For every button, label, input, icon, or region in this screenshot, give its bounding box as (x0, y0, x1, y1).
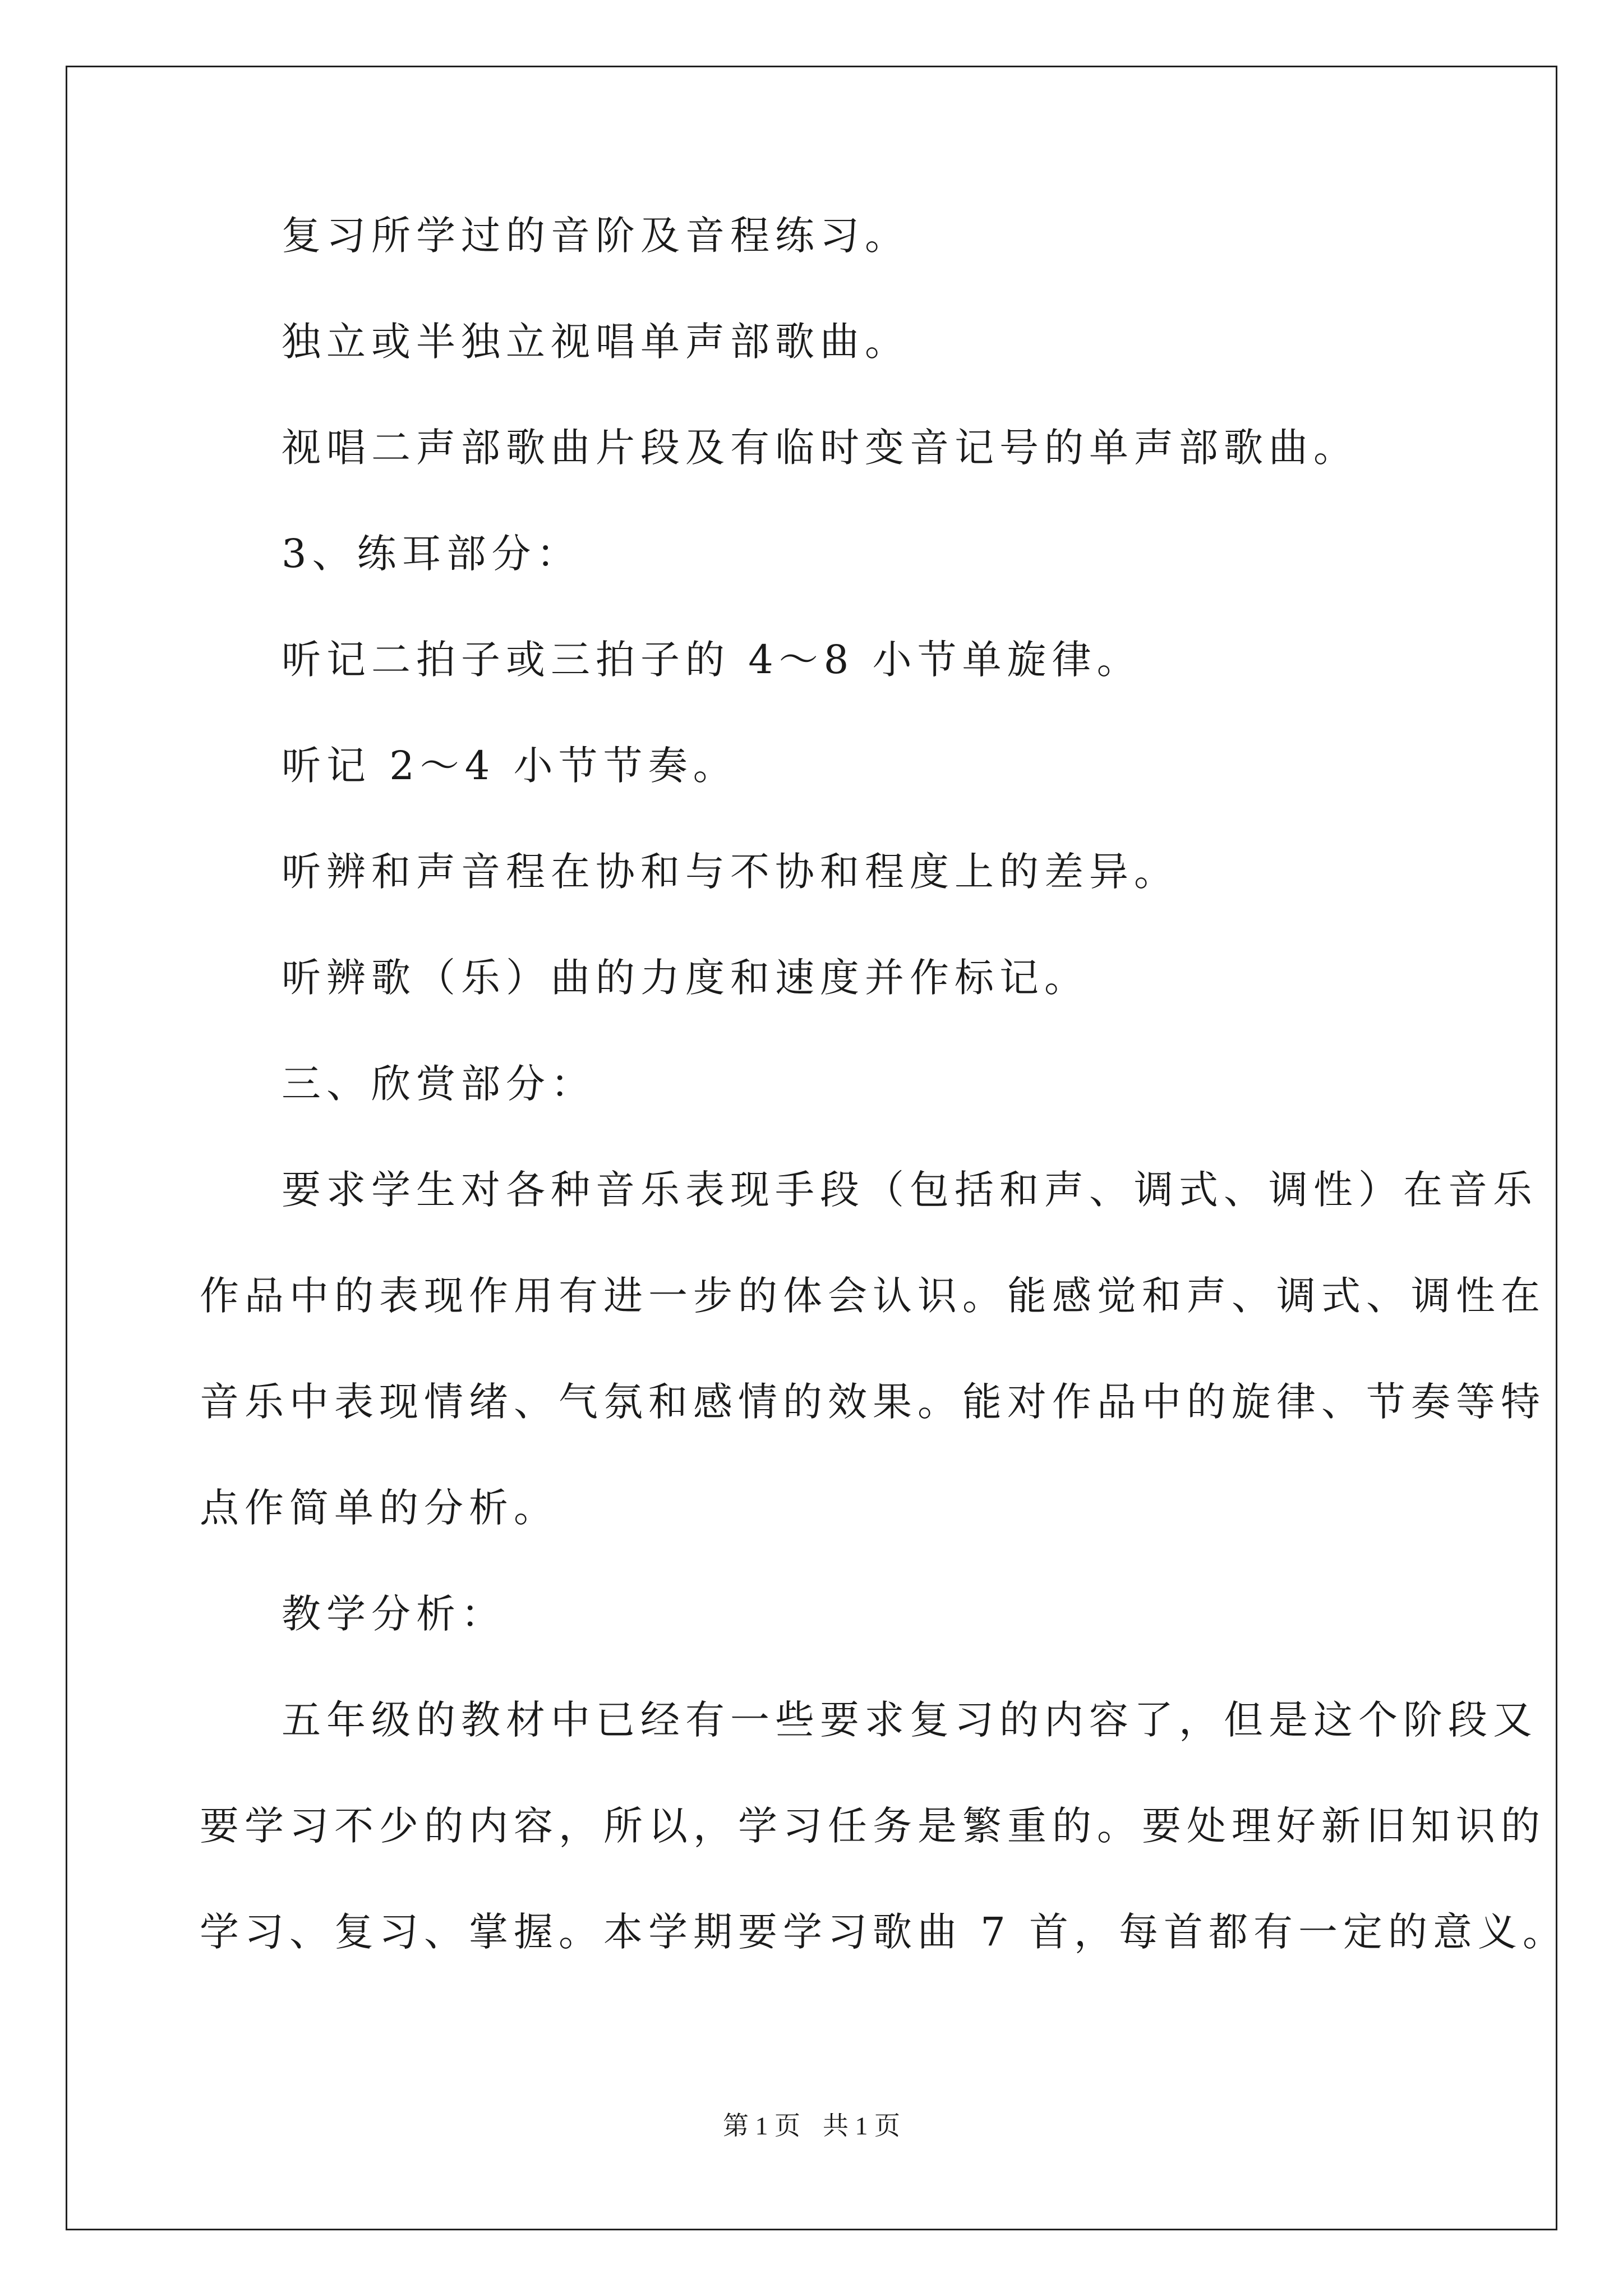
paragraph-line: 作品中的表现作用有进一步的体会认识。能感觉和声、调式、调性在 (200, 1273, 1546, 1319)
paragraph: 视唱二声部歌曲片段及有临时变音记号的单声部歌曲。 (282, 425, 1358, 471)
paragraph: 听记二拍子或三拍子的 4～8 小节单旋律。 (282, 637, 1142, 683)
paragraph: 听辨和声音程在协和与不协和程度上的差异。 (282, 849, 1179, 895)
paragraph-line: 学习、复习、掌握。本学期要学习歌曲 7 首，每首都有一定的意义。 (200, 1909, 1568, 1955)
paragraph: 复习所学过的音阶及音程练习。 (282, 213, 910, 259)
paragraph-line: 要求学生对各种音乐表现手段（包括和声、调式、调性）在音乐 (282, 1167, 1538, 1213)
page-total: 共 1 页 (823, 2111, 900, 2140)
section-heading: 3、练耳部分： (282, 531, 582, 577)
section-heading: 三、欣赏部分： (282, 1061, 596, 1107)
paragraph-line: 要学习不少的内容，所以，学习任务是繁重的。要处理好新旧知识的 (200, 1803, 1546, 1849)
paragraph-line: 点作简单的分析。 (200, 1485, 559, 1531)
paragraph: 听辨歌（乐）曲的力度和速度并作标记。 (282, 955, 1089, 1001)
paragraph-line: 音乐中表现情绪、气氛和感情的效果。能对作品中的旋律、节奏等特 (200, 1379, 1546, 1425)
section-heading: 教学分析： (282, 1591, 506, 1637)
page-footer (0, 2109, 1623, 2143)
page-number: 第 1 页 (723, 2111, 800, 2140)
paragraph: 独立或半独立视唱单声部歌曲。 (282, 319, 910, 365)
paragraph-line: 五年级的教材中已经有一些要求复习的内容了，但是这个阶段又 (282, 1697, 1538, 1743)
paragraph: 听记 2～4 小节节奏。 (282, 743, 738, 789)
